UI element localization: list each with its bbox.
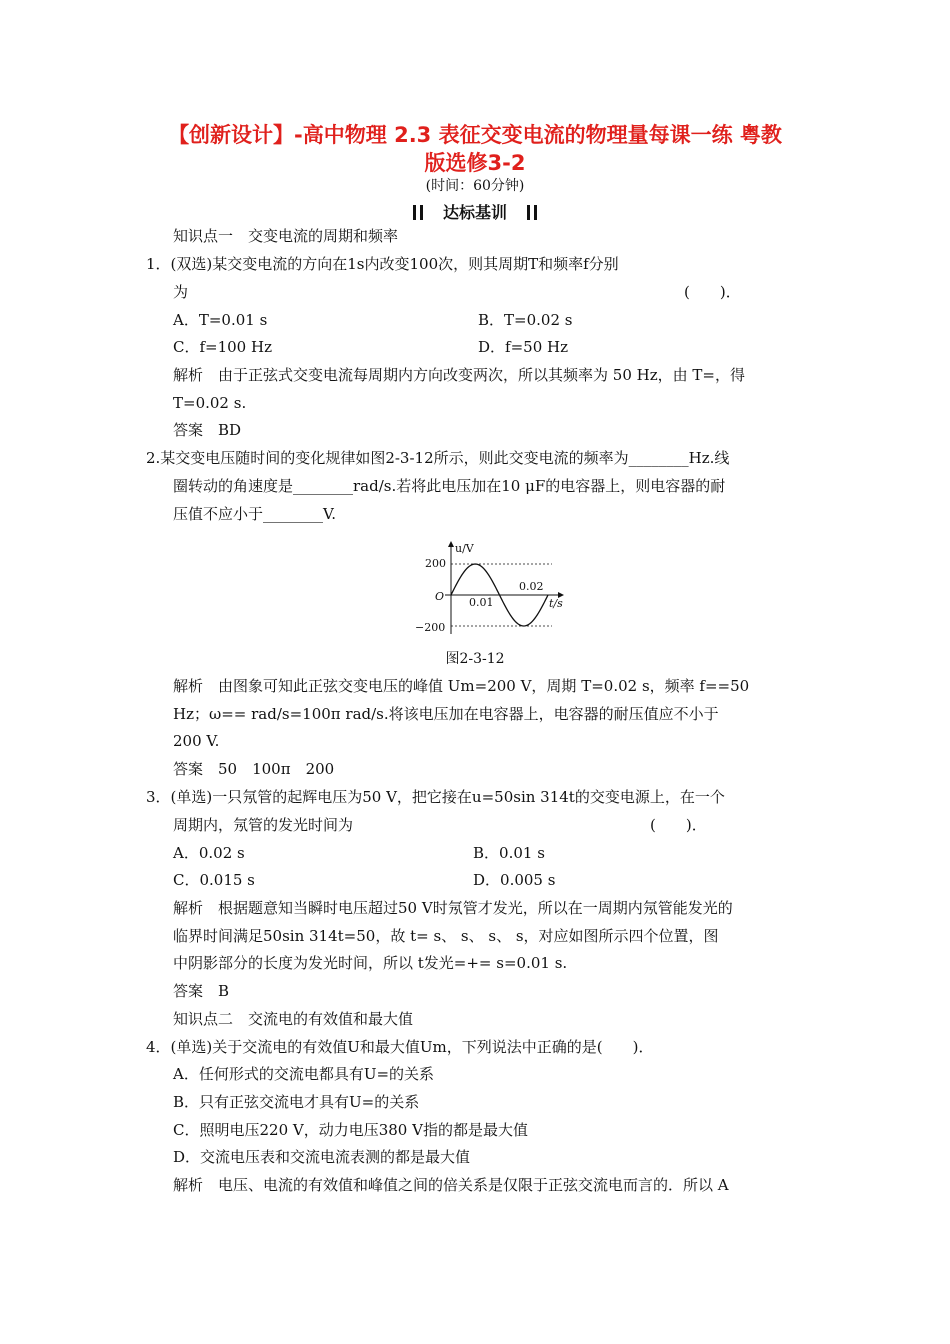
option-c: C．照明电压220 V，动力电压380 V指的都是最大值 <box>173 1121 528 1139</box>
time-limit: (时间：60分钟) <box>425 178 525 194</box>
knowledge-point-1: 知识点一 交变电流的周期和频率 <box>173 227 399 245</box>
question-3-text: 3．(单选)一只氖管的起辉电压为50 V，把它接在u=50sin 314t的交变电源上，在一个 <box>146 788 725 806</box>
x-tick-period: 0.02 <box>519 580 544 593</box>
option-d: D．f=50 Hz <box>478 338 568 356</box>
voltage-time-graph <box>415 538 575 638</box>
banner-bar-icon <box>527 205 530 220</box>
analysis-text: 解析 电压、电流的有效值和峰值之间的倍关系是仅限于正弦交流电而言的．所以 A <box>173 1176 729 1194</box>
analysis-text: 解析 由图象可知此正弦交变电压的峰值 Um=200 V，周期 T=0.02 s，频率 f==50 <box>173 677 750 695</box>
question-1-text: 为 <box>173 283 189 301</box>
answer-text: 答案 BD <box>173 421 242 439</box>
analysis-text: 中阴影部分的长度为发光时间，所以 t发光=+= s=0.01 s. <box>173 954 568 972</box>
option-d: D．0.005 s <box>473 871 556 889</box>
analysis-text: Hz；ω== rad/s=100π rad/s.将该电压加在电容器上，电容器的耐压值应不小于 <box>173 705 719 723</box>
section-title: 达标基训 <box>442 203 507 222</box>
question-2-text: 2.某交变电压随时间的变化规律如图2-3-12所示，则此交变电流的频率为________Hz.线 <box>146 449 730 467</box>
question-2-text: 圈转动的角速度是________rad/s.若将此电压加在10 μF的电容器上，则电容器的耐 <box>173 477 726 495</box>
section-banner <box>0 200 950 223</box>
knowledge-point-2: 知识点二 交流电的有效值和最大值 <box>173 1010 414 1028</box>
question-4-text: 4．(单选)关于交流电的有效值U和最大值Um，下列说法中正确的是( )． <box>146 1038 654 1056</box>
analysis-text: 临界时间满足50sin 314t=50，故 t= s、 s、 s、 s，对应如图所示四个位置，图 <box>173 927 719 945</box>
answer-blank: ( )． <box>684 283 741 301</box>
y-axis-label: u/V <box>455 542 474 555</box>
y-tick-positive: 200 <box>425 557 446 570</box>
answer-text: 答案 50 100π 200 <box>173 760 335 778</box>
answer-text: 答案 B <box>173 982 230 1000</box>
option-b: B．T=0.02 s <box>478 311 573 329</box>
figure-caption: 图2-3-12 <box>445 651 505 667</box>
answer-blank: ( )． <box>650 816 707 834</box>
x-tick-half-period: 0.01 <box>469 596 494 609</box>
option-b: B．0.01 s <box>473 844 545 862</box>
question-1-text: 1．(双选)某交变电流的方向在1s内改变100次，则其周期T和频率f分别 <box>146 255 619 273</box>
option-a: A．任何形式的交流电都具有U=的关系 <box>173 1065 435 1083</box>
question-3-text: 周期内，氖管的发光时间为 <box>173 816 354 834</box>
banner-bar-icon <box>534 205 537 220</box>
origin-label: O <box>435 590 445 603</box>
question-2-text: 压值不应小于________V. <box>173 505 336 523</box>
option-c: C．f=100 Hz <box>173 338 272 356</box>
analysis-text: 解析 根据题意知当瞬时电压超过50 V时氖管才发光，所以在一周期内氖管能发光的 <box>173 899 733 917</box>
option-b: B．只有正弦交流电才具有U=的关系 <box>173 1093 420 1111</box>
doc-title-line1: 【创新设计】-高中物理 2.3 表征交变电流的物理量每课一练 粤教 <box>168 123 782 147</box>
option-a: A．0.02 s <box>173 844 245 862</box>
analysis-text: 解析 由于正弦式交变电流每周期内方向改变两次，所以其频率为 50 Hz，由 T=，得 <box>173 366 745 384</box>
banner-bar-icon <box>413 205 416 220</box>
banner-bar-icon <box>420 205 423 220</box>
analysis-text: T=0.02 s. <box>173 394 247 412</box>
option-a: A．T=0.01 s <box>173 311 268 329</box>
y-tick-negative: −200 <box>415 621 446 634</box>
doc-title-line2: 版选修3-2 <box>424 151 526 175</box>
option-d: D．交流电压表和交流电流表测的都是最大值 <box>173 1148 471 1166</box>
x-axis-label: t/s <box>549 597 563 610</box>
option-c: C．0.015 s <box>173 871 255 889</box>
analysis-text: 200 V. <box>173 732 220 750</box>
